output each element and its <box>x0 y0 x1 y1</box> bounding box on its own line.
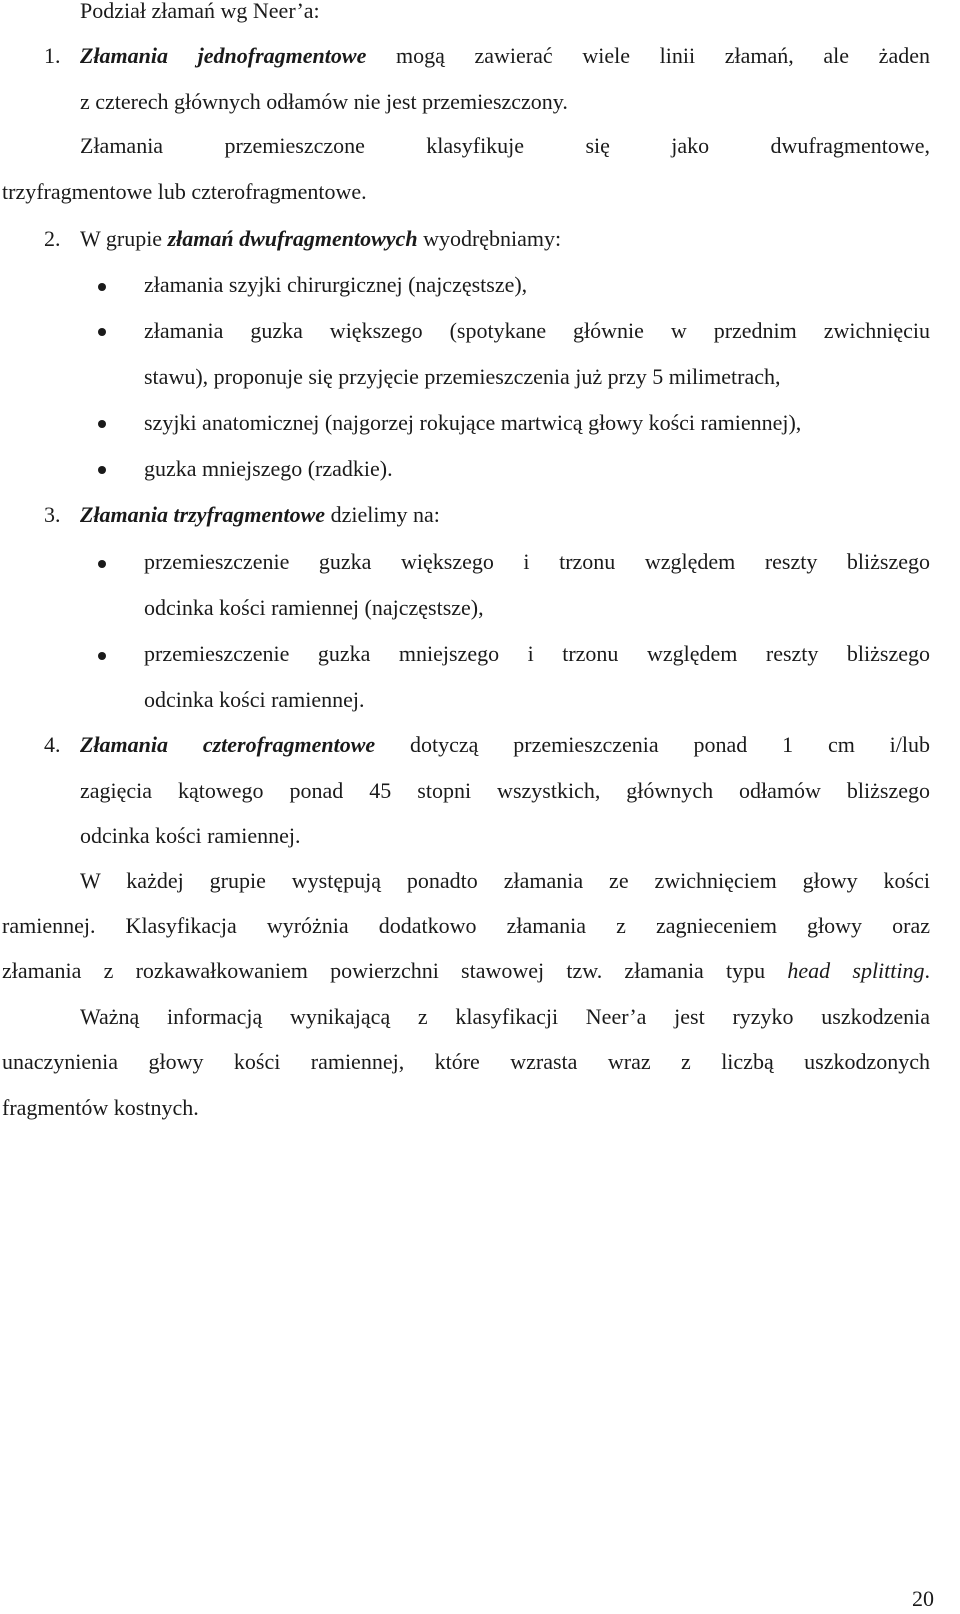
item2-bullet2-line1: złamania guzka większego (spotykane głównie w przednim zwichnięciu <box>144 318 930 343</box>
item3-title: Złamania trzyfragmentowe <box>80 502 326 527</box>
item1-title: Złamania jednofragmentowe <box>80 43 367 68</box>
list-number-4: 4. <box>44 732 61 757</box>
para2-line2: unaczynienia głowy kości ramiennej, które wzrasta wraz z liczbą uszkodzonych <box>2 1049 930 1074</box>
item2-bullet2-line2: stawu), proponuje się przyjęcie przemieszczenia już przy 5 milimetrach, <box>144 364 781 389</box>
para2-line1: Ważną informacją wynikającą z klasyfikacji Neer’a jest ryzyko uszkodzenia <box>80 1004 930 1029</box>
para2-line3: fragmentów kostnych. <box>2 1095 199 1120</box>
para1-line3-pre: złamania z rozkawałkowaniem powierzchni stawowej tzw. złamania typu <box>2 958 788 983</box>
item3-post: dzielimy na: <box>325 502 440 527</box>
list-number-3: 3. <box>44 502 61 527</box>
item2-bullet3: szyjki anatomicznej (najgorzej rokujące martwicą głowy kości ramiennej), <box>144 410 802 435</box>
para1-line1: W każdej grupie występują ponadto złamania ze zwichnięciem głowy kości <box>80 868 930 893</box>
item2-bullet4: guzka mniejszego (rzadkie). <box>144 456 393 481</box>
item4-line1-rest: dotyczą przemieszczenia ponad 1 cm i/lub <box>375 732 931 757</box>
item4-line1 <box>80 730 930 760</box>
item3-bullet2-line1: przemieszczenie guzka mniejszego i trzonu względem reszty bliższego <box>144 641 930 666</box>
item1-line4: trzyfragmentowe lub czterofragmentowe. <box>2 179 367 204</box>
item4-title: Złamania czterofragmentowe <box>80 732 376 757</box>
item4-line3: odcinka kości ramiennej. <box>80 823 301 848</box>
item1-line3: Złamania przemieszczone klasyfikuje się jako dwufragmentowe, <box>80 133 930 158</box>
list-number-2: 2. <box>44 226 61 251</box>
item3-bullet1-line1: przemieszczenie guzka większego i trzonu względem reszty bliższego <box>144 549 930 574</box>
item3-bullet1-line2: odcinka kości ramiennej (najczęstsze), <box>144 595 484 620</box>
para1-line3-post: . <box>924 958 931 983</box>
page-number: 20 <box>912 1586 934 1611</box>
bullet-icon <box>98 283 106 291</box>
item1-line1 <box>80 41 930 71</box>
bullet-icon <box>98 420 106 428</box>
item2-bullet1: złamania szyjki chirurgicznej (najczęstsze), <box>144 272 528 297</box>
item1-line2: z czterech głównych odłamów nie jest przemieszczony. <box>80 89 568 114</box>
para1-line2: ramiennej. Klasyfikacja wyróżnia dodatkowo złamania z zagnieceniem głowy oraz <box>2 913 930 938</box>
item1-line1-rest: mogą zawierać wiele linii złamań, ale żaden <box>366 43 930 68</box>
item3-line1 <box>80 500 440 530</box>
item2-title: złamań dwufragmentowych <box>167 226 418 251</box>
para1-line3 <box>2 956 930 986</box>
bullet-icon <box>98 652 106 660</box>
item4-line2: zagięcia kątowego ponad 45 stopni wszystkich, głównych odłamów bliższego <box>80 778 930 803</box>
bullet-icon <box>98 328 106 336</box>
section-heading: Podział złamań wg Neer’a: <box>80 0 320 23</box>
item2-post: wyodrębniamy: <box>417 226 562 251</box>
bullet-icon <box>98 560 106 568</box>
bullet-icon <box>98 466 106 474</box>
item2-line1 <box>80 224 561 254</box>
item2-pre: W grupie <box>80 226 168 251</box>
para1-line3-italic: head splitting <box>787 958 925 983</box>
item3-bullet2-line2: odcinka kości ramiennej. <box>144 687 365 712</box>
list-number-1: 1. <box>44 43 61 68</box>
